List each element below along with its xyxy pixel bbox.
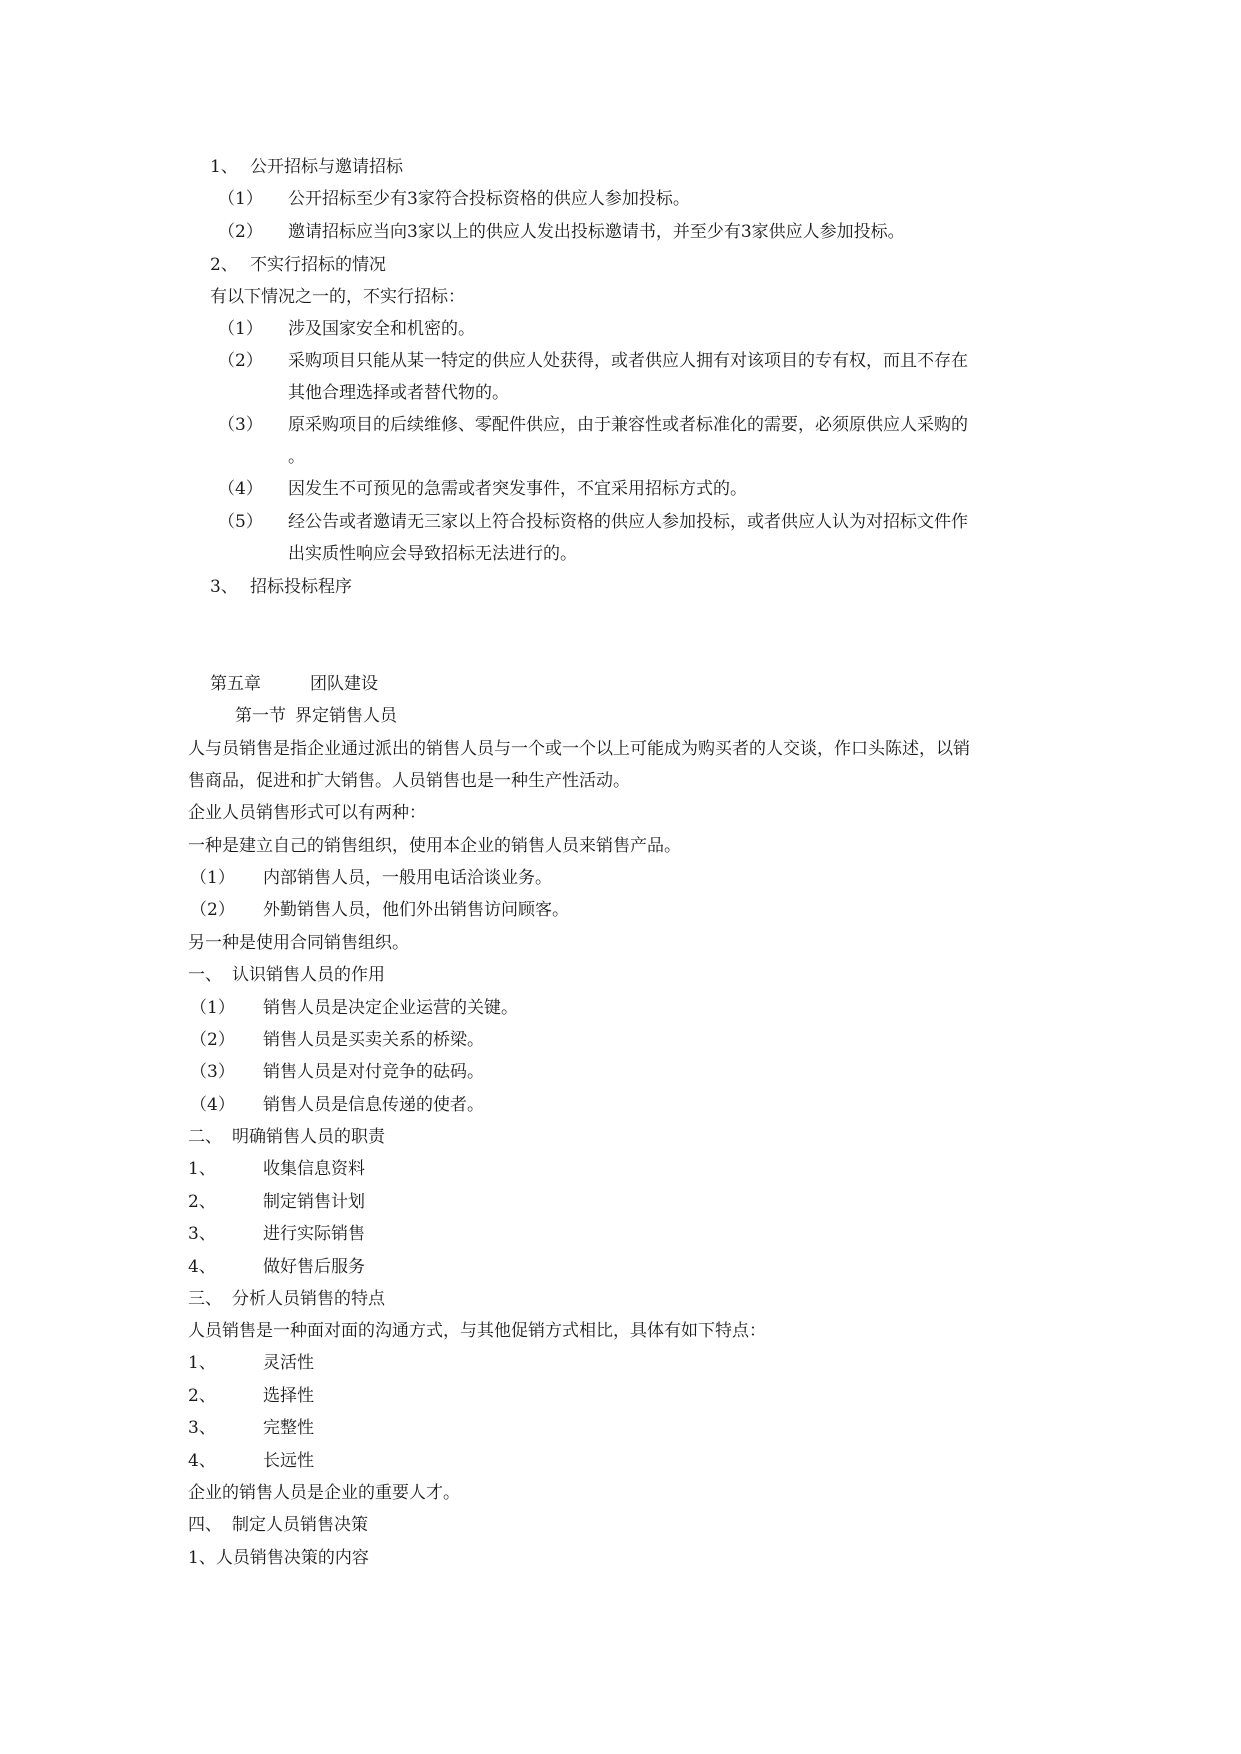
heading-number: 3、 bbox=[210, 577, 238, 597]
heading-text: 不实行招标的情况 bbox=[250, 255, 386, 275]
list-item bbox=[188, 1191, 365, 1213]
item-text: 内部销售人员，一般用电话洽谈业务。 bbox=[263, 868, 552, 888]
list-item bbox=[188, 1352, 314, 1374]
item-text: 销售人员是对付竞争的砝码。 bbox=[263, 1062, 484, 1082]
heading-1 bbox=[210, 156, 403, 178]
item-number: （3） bbox=[190, 1062, 235, 1082]
list-item bbox=[190, 997, 518, 1019]
section-heading bbox=[188, 1288, 385, 1310]
section-heading bbox=[235, 705, 397, 727]
item-number: 3、 bbox=[188, 1224, 216, 1244]
heading-3 bbox=[210, 576, 352, 598]
heading-text: 公开招标与邀请招标 bbox=[250, 157, 403, 177]
heading-number: 一、 bbox=[188, 965, 222, 985]
list-item bbox=[188, 1417, 314, 1439]
item-text: 销售人员是决定企业运营的关键。 bbox=[263, 998, 518, 1018]
heading-text: 认识销售人员的作用 bbox=[232, 965, 385, 985]
list-item bbox=[188, 1223, 365, 1245]
item-number: 4、 bbox=[188, 1451, 216, 1471]
item-text: 销售人员是买卖关系的桥梁。 bbox=[263, 1030, 484, 1050]
item-text: 收集信息资料 bbox=[263, 1159, 365, 1179]
item-number: 2、 bbox=[188, 1192, 216, 1212]
list-item bbox=[190, 867, 552, 889]
item-number: （2） bbox=[190, 900, 235, 920]
item-number: （4） bbox=[190, 1095, 235, 1115]
list-item bbox=[188, 1450, 314, 1472]
item-text: 销售人员是信息传递的使者。 bbox=[263, 1095, 484, 1115]
list-item bbox=[190, 899, 569, 921]
item-text: 做好售后服务 bbox=[263, 1257, 365, 1277]
list-item bbox=[218, 350, 968, 372]
list-item bbox=[218, 478, 747, 500]
list-item bbox=[188, 1158, 365, 1180]
item-text-continued: 出实质性响应会导致招标无法进行的。 bbox=[288, 544, 577, 564]
paragraph: 企业的销售人员是企业的重要人才。 bbox=[188, 1483, 460, 1503]
section-number: 第一节 bbox=[235, 706, 286, 726]
item-number: 3、 bbox=[188, 1418, 216, 1438]
paragraph: 人与员销售是指企业通过派出的销售人员与一个或一个以上可能成为购买者的人交谈，作口头陈述，以销 bbox=[188, 739, 970, 759]
item-number: （1） bbox=[190, 868, 235, 888]
list-item bbox=[190, 1061, 484, 1083]
item-text: 采购项目只能从某一特定的供应人处获得，或者供应人拥有对该项目的专有权，而且不存在 bbox=[288, 351, 968, 371]
item-text: 完整性 bbox=[263, 1418, 314, 1438]
item-number: （3） bbox=[218, 415, 263, 435]
item-text-continued: 其他合理选择或者替代物的。 bbox=[288, 383, 509, 403]
chapter-title: 团队建设 bbox=[310, 674, 378, 694]
paragraph: 有以下情况之一的，不实行招标： bbox=[210, 287, 465, 307]
item-text: 因发生不可预见的急需或者突发事件，不宜采用招标方式的。 bbox=[288, 479, 747, 499]
chapter-heading bbox=[210, 673, 378, 695]
item-number: （2） bbox=[218, 351, 263, 371]
paragraph: 人员销售是一种面对面的沟通方式，与其他促销方式相比，具体有如下特点： bbox=[188, 1321, 766, 1341]
item-text: 选择性 bbox=[263, 1386, 314, 1406]
list-item bbox=[188, 1256, 365, 1278]
heading-text: 明确销售人员的职责 bbox=[232, 1127, 385, 1147]
paragraph: 另一种是使用合同销售组织。 bbox=[188, 933, 409, 953]
item-number: （1） bbox=[190, 998, 235, 1018]
item-text: 邀请招标应当向3家以上的供应人发出投标邀请书，并至少有3家供应人参加投标。 bbox=[288, 222, 905, 242]
item-text: 经公告或者邀请无三家以上符合投标资格的供应人参加投标，或者供应人认为对招标文件作 bbox=[288, 512, 968, 532]
heading-number: 2、 bbox=[210, 255, 238, 275]
item-text: 灵活性 bbox=[263, 1353, 314, 1373]
item-number: 4、 bbox=[188, 1257, 216, 1277]
list-item bbox=[218, 511, 968, 533]
item-number: 1、 bbox=[188, 1159, 216, 1179]
heading-number: 1、 bbox=[210, 157, 238, 177]
section-heading bbox=[188, 1126, 385, 1148]
heading-2 bbox=[210, 254, 386, 276]
item-text: 进行实际销售 bbox=[263, 1224, 365, 1244]
item-number: （1） bbox=[218, 189, 263, 209]
item-number: （2） bbox=[218, 222, 263, 242]
item-text: 长远性 bbox=[263, 1451, 314, 1471]
list-item bbox=[218, 318, 475, 340]
section-title: 界定销售人员 bbox=[295, 706, 397, 726]
sub-heading: 1、人员销售决策的内容 bbox=[188, 1548, 369, 1568]
paragraph: 一种是建立自己的销售组织，使用本企业的销售人员来销售产品。 bbox=[188, 836, 681, 856]
item-number: （4） bbox=[218, 479, 263, 499]
item-number: 1、 bbox=[188, 1353, 216, 1373]
item-text: 公开招标至少有3家符合投标资格的供应人参加投标。 bbox=[288, 189, 690, 209]
heading-text: 分析人员销售的特点 bbox=[232, 1289, 385, 1309]
item-text-continued: 。 bbox=[288, 447, 305, 467]
list-item bbox=[190, 1029, 484, 1051]
section-heading bbox=[188, 1514, 368, 1536]
list-item bbox=[218, 414, 968, 436]
list-item bbox=[190, 1094, 484, 1116]
section-heading bbox=[188, 964, 385, 986]
heading-text: 制定人员销售决策 bbox=[232, 1515, 368, 1535]
list-item bbox=[188, 1385, 314, 1407]
item-text: 外勤销售人员，他们外出销售访问顾客。 bbox=[263, 900, 569, 920]
item-text: 制定销售计划 bbox=[263, 1192, 365, 1212]
list-item bbox=[218, 221, 905, 243]
item-text: 涉及国家安全和机密的。 bbox=[288, 319, 475, 339]
heading-text: 招标投标程序 bbox=[250, 577, 352, 597]
item-number: 2、 bbox=[188, 1386, 216, 1406]
item-number: （5） bbox=[218, 512, 263, 532]
paragraph: 售商品，促进和扩大销售。人员销售也是一种生产性活动。 bbox=[188, 771, 630, 791]
item-number: （1） bbox=[218, 319, 263, 339]
paragraph: 企业人员销售形式可以有两种： bbox=[188, 803, 426, 823]
list-item bbox=[218, 188, 690, 210]
heading-number: 四、 bbox=[188, 1515, 222, 1535]
item-number: （2） bbox=[190, 1030, 235, 1050]
heading-number: 二、 bbox=[188, 1127, 222, 1147]
item-text: 原采购项目的后续维修、零配件供应，由于兼容性或者标准化的需要，必须原供应人采购的 bbox=[288, 415, 968, 435]
heading-number: 三、 bbox=[188, 1289, 222, 1309]
chapter-number: 第五章 bbox=[210, 674, 261, 694]
